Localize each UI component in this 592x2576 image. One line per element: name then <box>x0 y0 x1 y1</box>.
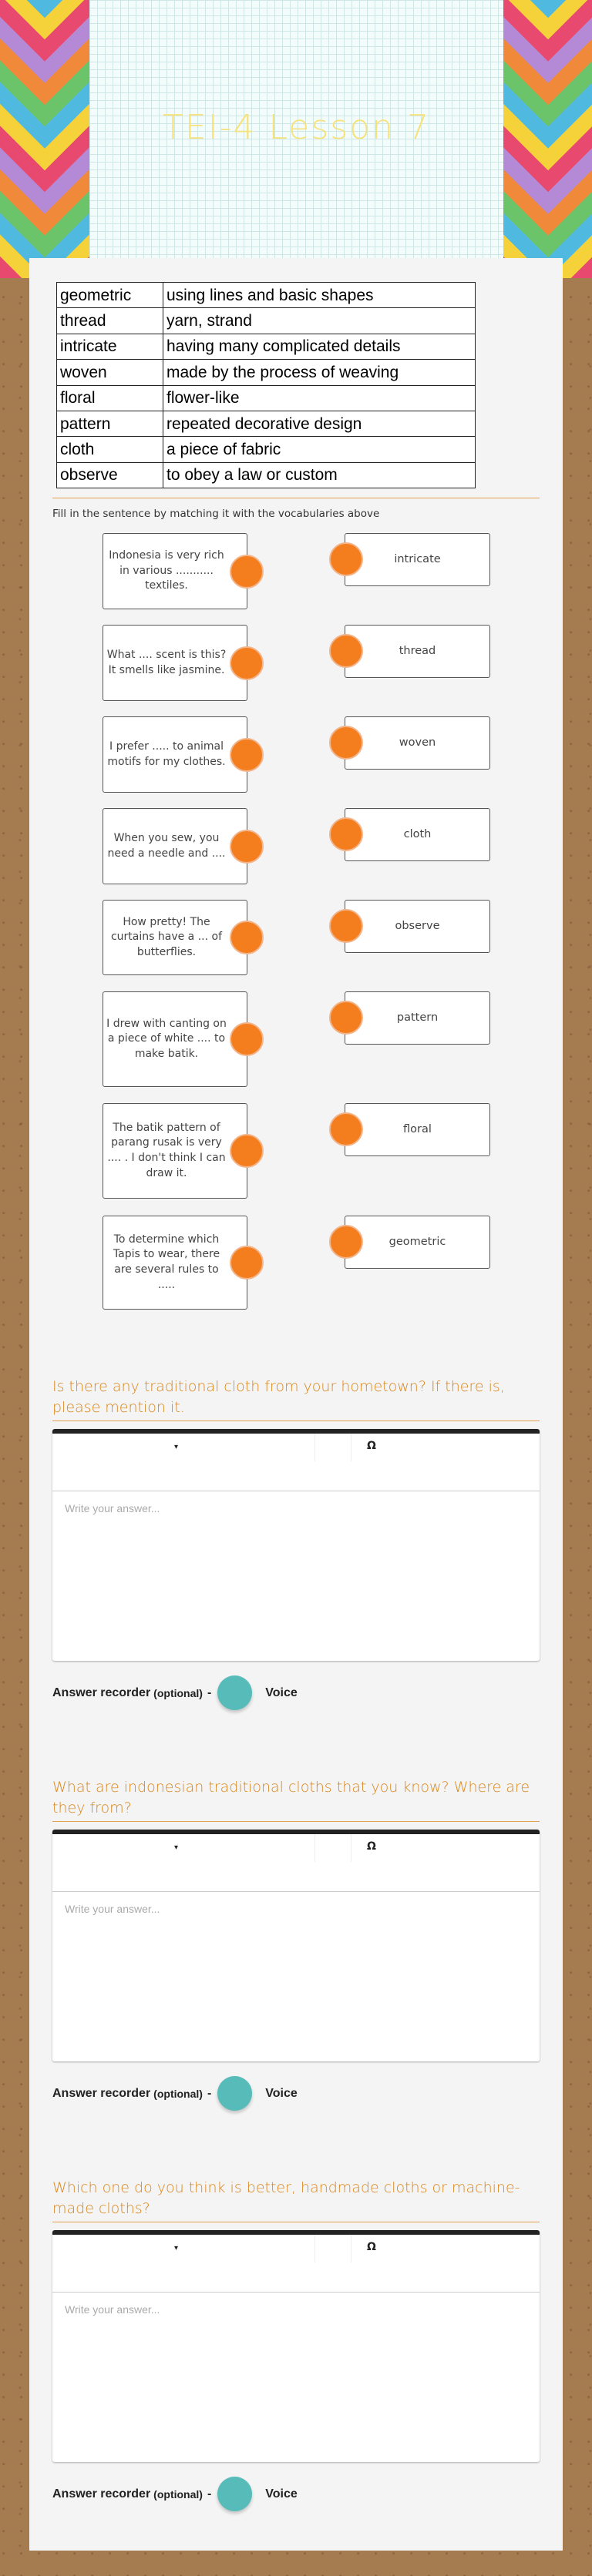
left-connector-dot[interactable] <box>230 738 264 772</box>
vocab-word: cloth <box>57 437 163 462</box>
toolbar-separator <box>314 2235 315 2262</box>
match-sentence[interactable] <box>103 1103 247 1199</box>
matching-instruction: Fill in the sentence by matching it with the vocabularies above <box>52 508 380 520</box>
answer-recorder <box>52 2076 298 2111</box>
question-prompt: Which one do you think is better, handmade cloths or machine-made cloths? <box>52 2179 520 2217</box>
left-connector-dot[interactable] <box>230 646 264 680</box>
left-connector-dot[interactable] <box>230 555 264 589</box>
match-option[interactable] <box>345 625 490 678</box>
worksheet-card <box>29 258 563 2551</box>
answer-textarea[interactable]: Write your answer... <box>65 1502 160 1514</box>
vocab-row <box>57 308 476 334</box>
answer-editor <box>52 2230 540 2462</box>
option-text: geometric <box>388 1236 446 1249</box>
match-sentence[interactable] <box>103 625 247 701</box>
option-text: woven <box>399 736 436 750</box>
vocab-meaning: to obey a law or custom <box>163 462 476 488</box>
sentence-text: To determine which Tapis to wear, there are several rules to ..... <box>113 1233 220 1291</box>
option-text: observe <box>395 920 440 933</box>
vocab-word: geometric <box>57 283 163 308</box>
left-connector-dot[interactable] <box>230 830 264 864</box>
right-connector-dot[interactable] <box>329 1225 363 1259</box>
format-dropdown-caret-icon[interactable]: ▾ <box>174 1443 179 1451</box>
toolbar-separator <box>314 1434 315 1461</box>
format-dropdown-caret-icon[interactable]: ▾ <box>174 2244 179 2252</box>
recorder-label: Answer recorder <box>52 2086 151 2100</box>
format-dropdown-caret-icon[interactable]: ▾ <box>174 1843 179 1852</box>
chevron-decoration <box>503 0 548 278</box>
right-connector-dot[interactable] <box>329 634 363 668</box>
match-sentence[interactable] <box>103 716 247 793</box>
right-connector-dot[interactable] <box>329 542 363 576</box>
vocab-meaning: repeated decorative design <box>163 411 476 436</box>
vocab-meaning: having many complicated details <box>163 334 476 359</box>
vocab-word: woven <box>57 360 163 385</box>
divider <box>52 1821 540 1822</box>
right-connector-dot[interactable] <box>329 1112 363 1146</box>
match-option[interactable] <box>345 808 490 861</box>
sentence-text: How pretty! The curtains have a ... of butterflies. <box>110 915 223 958</box>
editor-toolbar <box>52 2235 540 2293</box>
recorder-optional: (optional) <box>153 2487 203 2501</box>
sentence-text: I drew with canting on a piece of white .... to make batik. <box>106 1017 227 1060</box>
left-connector-dot[interactable] <box>230 1246 264 1280</box>
match-option[interactable] <box>345 991 490 1045</box>
vocab-word: floral <box>57 385 163 411</box>
left-connector-dot[interactable] <box>230 921 264 954</box>
question-prompt: Is there any traditional cloth from your hometown? If there is, please mention it. <box>52 1378 505 1416</box>
toolbar-separator <box>314 1834 315 1862</box>
chevron-decoration <box>0 0 45 278</box>
vocab-meaning: yarn, strand <box>163 308 476 334</box>
match-sentence[interactable] <box>103 1216 247 1310</box>
vocab-meaning: made by the process of weaving <box>163 360 476 385</box>
left-connector-dot[interactable] <box>230 1134 264 1168</box>
match-sentence[interactable] <box>103 900 247 975</box>
vocab-row <box>57 334 476 359</box>
divider <box>52 1420 540 1421</box>
match-sentence[interactable] <box>103 991 247 1087</box>
vocabulary-table <box>56 282 476 488</box>
sentence-text: When you sew, you need a needle and .... <box>107 831 226 860</box>
match-sentence[interactable] <box>103 808 247 884</box>
grid-paper <box>89 0 503 278</box>
left-connector-dot[interactable] <box>230 1022 264 1056</box>
sentence-text: What .... scent is this? It smells like jasmine. <box>106 648 227 676</box>
recorder-label: Answer recorder <box>52 2487 151 2501</box>
vocab-meaning: using lines and basic shapes <box>163 283 476 308</box>
vocab-row <box>57 385 476 411</box>
answer-textarea[interactable]: Write your answer... <box>65 1903 160 1915</box>
answer-editor <box>52 1830 540 2061</box>
recorder-optional: (optional) <box>153 1686 203 1699</box>
vocab-row <box>57 462 476 488</box>
sentence-text: The batik pattern of parang rusak is very .... . I don't think I can draw it. <box>107 1121 226 1179</box>
right-connector-dot[interactable] <box>329 817 363 851</box>
option-text: intricate <box>394 553 441 566</box>
match-option[interactable] <box>345 533 490 586</box>
toolbar-separator <box>351 1434 352 1461</box>
vocab-word: intricate <box>57 334 163 359</box>
header-banner <box>0 0 592 278</box>
vocab-meaning: flower-like <box>163 385 476 411</box>
special-character-icon[interactable]: Ω <box>367 1440 376 1452</box>
vocab-meaning: a piece of fabric <box>163 437 476 462</box>
toolbar-separator <box>351 2235 352 2262</box>
vocab-row <box>57 437 476 462</box>
page-title: TEI-4 Lesson 7 <box>163 108 430 147</box>
vocab-row <box>57 360 476 385</box>
vocab-word: observe <box>57 462 163 488</box>
recorder-label: Answer recorder <box>52 1685 151 1699</box>
answer-editor <box>52 1429 540 1661</box>
special-character-icon[interactable]: Ω <box>367 2241 376 2253</box>
voice-label: Voice <box>265 2487 298 2501</box>
match-sentence[interactable] <box>103 533 247 609</box>
sentence-text: I prefer ..... to animal motifs for my clothes. <box>107 740 226 768</box>
sentence-text: Indonesia is very rich in various ........... textiles. <box>109 549 224 592</box>
option-text: thread <box>399 645 436 658</box>
option-text: pattern <box>396 1011 439 1025</box>
voice-record-button[interactable] <box>217 2076 252 2111</box>
chevron-decoration <box>548 0 592 278</box>
right-connector-dot[interactable] <box>329 1001 363 1035</box>
voice-label: Voice <box>265 2086 298 2100</box>
toolbar-separator <box>351 1834 352 1862</box>
match-option[interactable] <box>345 1103 490 1156</box>
recorder-dash: - <box>207 2086 212 2100</box>
match-option[interactable] <box>345 1216 490 1269</box>
editor-toolbar <box>52 1434 540 1491</box>
recorder-dash: - <box>207 1685 212 1699</box>
right-connector-dot[interactable] <box>329 726 363 760</box>
answer-recorder <box>52 2477 298 2511</box>
vocab-word: thread <box>57 308 163 334</box>
answer-textarea[interactable]: Write your answer... <box>65 2303 160 2316</box>
match-option[interactable] <box>345 900 490 953</box>
question-prompt: What are indonesian traditional cloths that you know? Where are they from? <box>52 1779 530 1816</box>
option-text: floral <box>403 1123 432 1136</box>
vocab-row <box>57 283 476 308</box>
special-character-icon[interactable]: Ω <box>367 1840 376 1853</box>
chevron-decoration <box>45 0 89 278</box>
voice-record-button[interactable] <box>217 2477 252 2511</box>
recorder-optional: (optional) <box>153 2087 203 2100</box>
option-text: cloth <box>403 828 432 841</box>
vocab-row <box>57 411 476 436</box>
right-connector-dot[interactable] <box>329 909 363 943</box>
voice-label: Voice <box>265 1685 298 1699</box>
editor-toolbar <box>52 1834 540 1892</box>
voice-record-button[interactable] <box>217 1675 252 1710</box>
answer-recorder <box>52 1675 298 1710</box>
recorder-dash: - <box>207 2487 212 2501</box>
vocab-word: pattern <box>57 411 163 436</box>
match-option[interactable] <box>345 716 490 770</box>
